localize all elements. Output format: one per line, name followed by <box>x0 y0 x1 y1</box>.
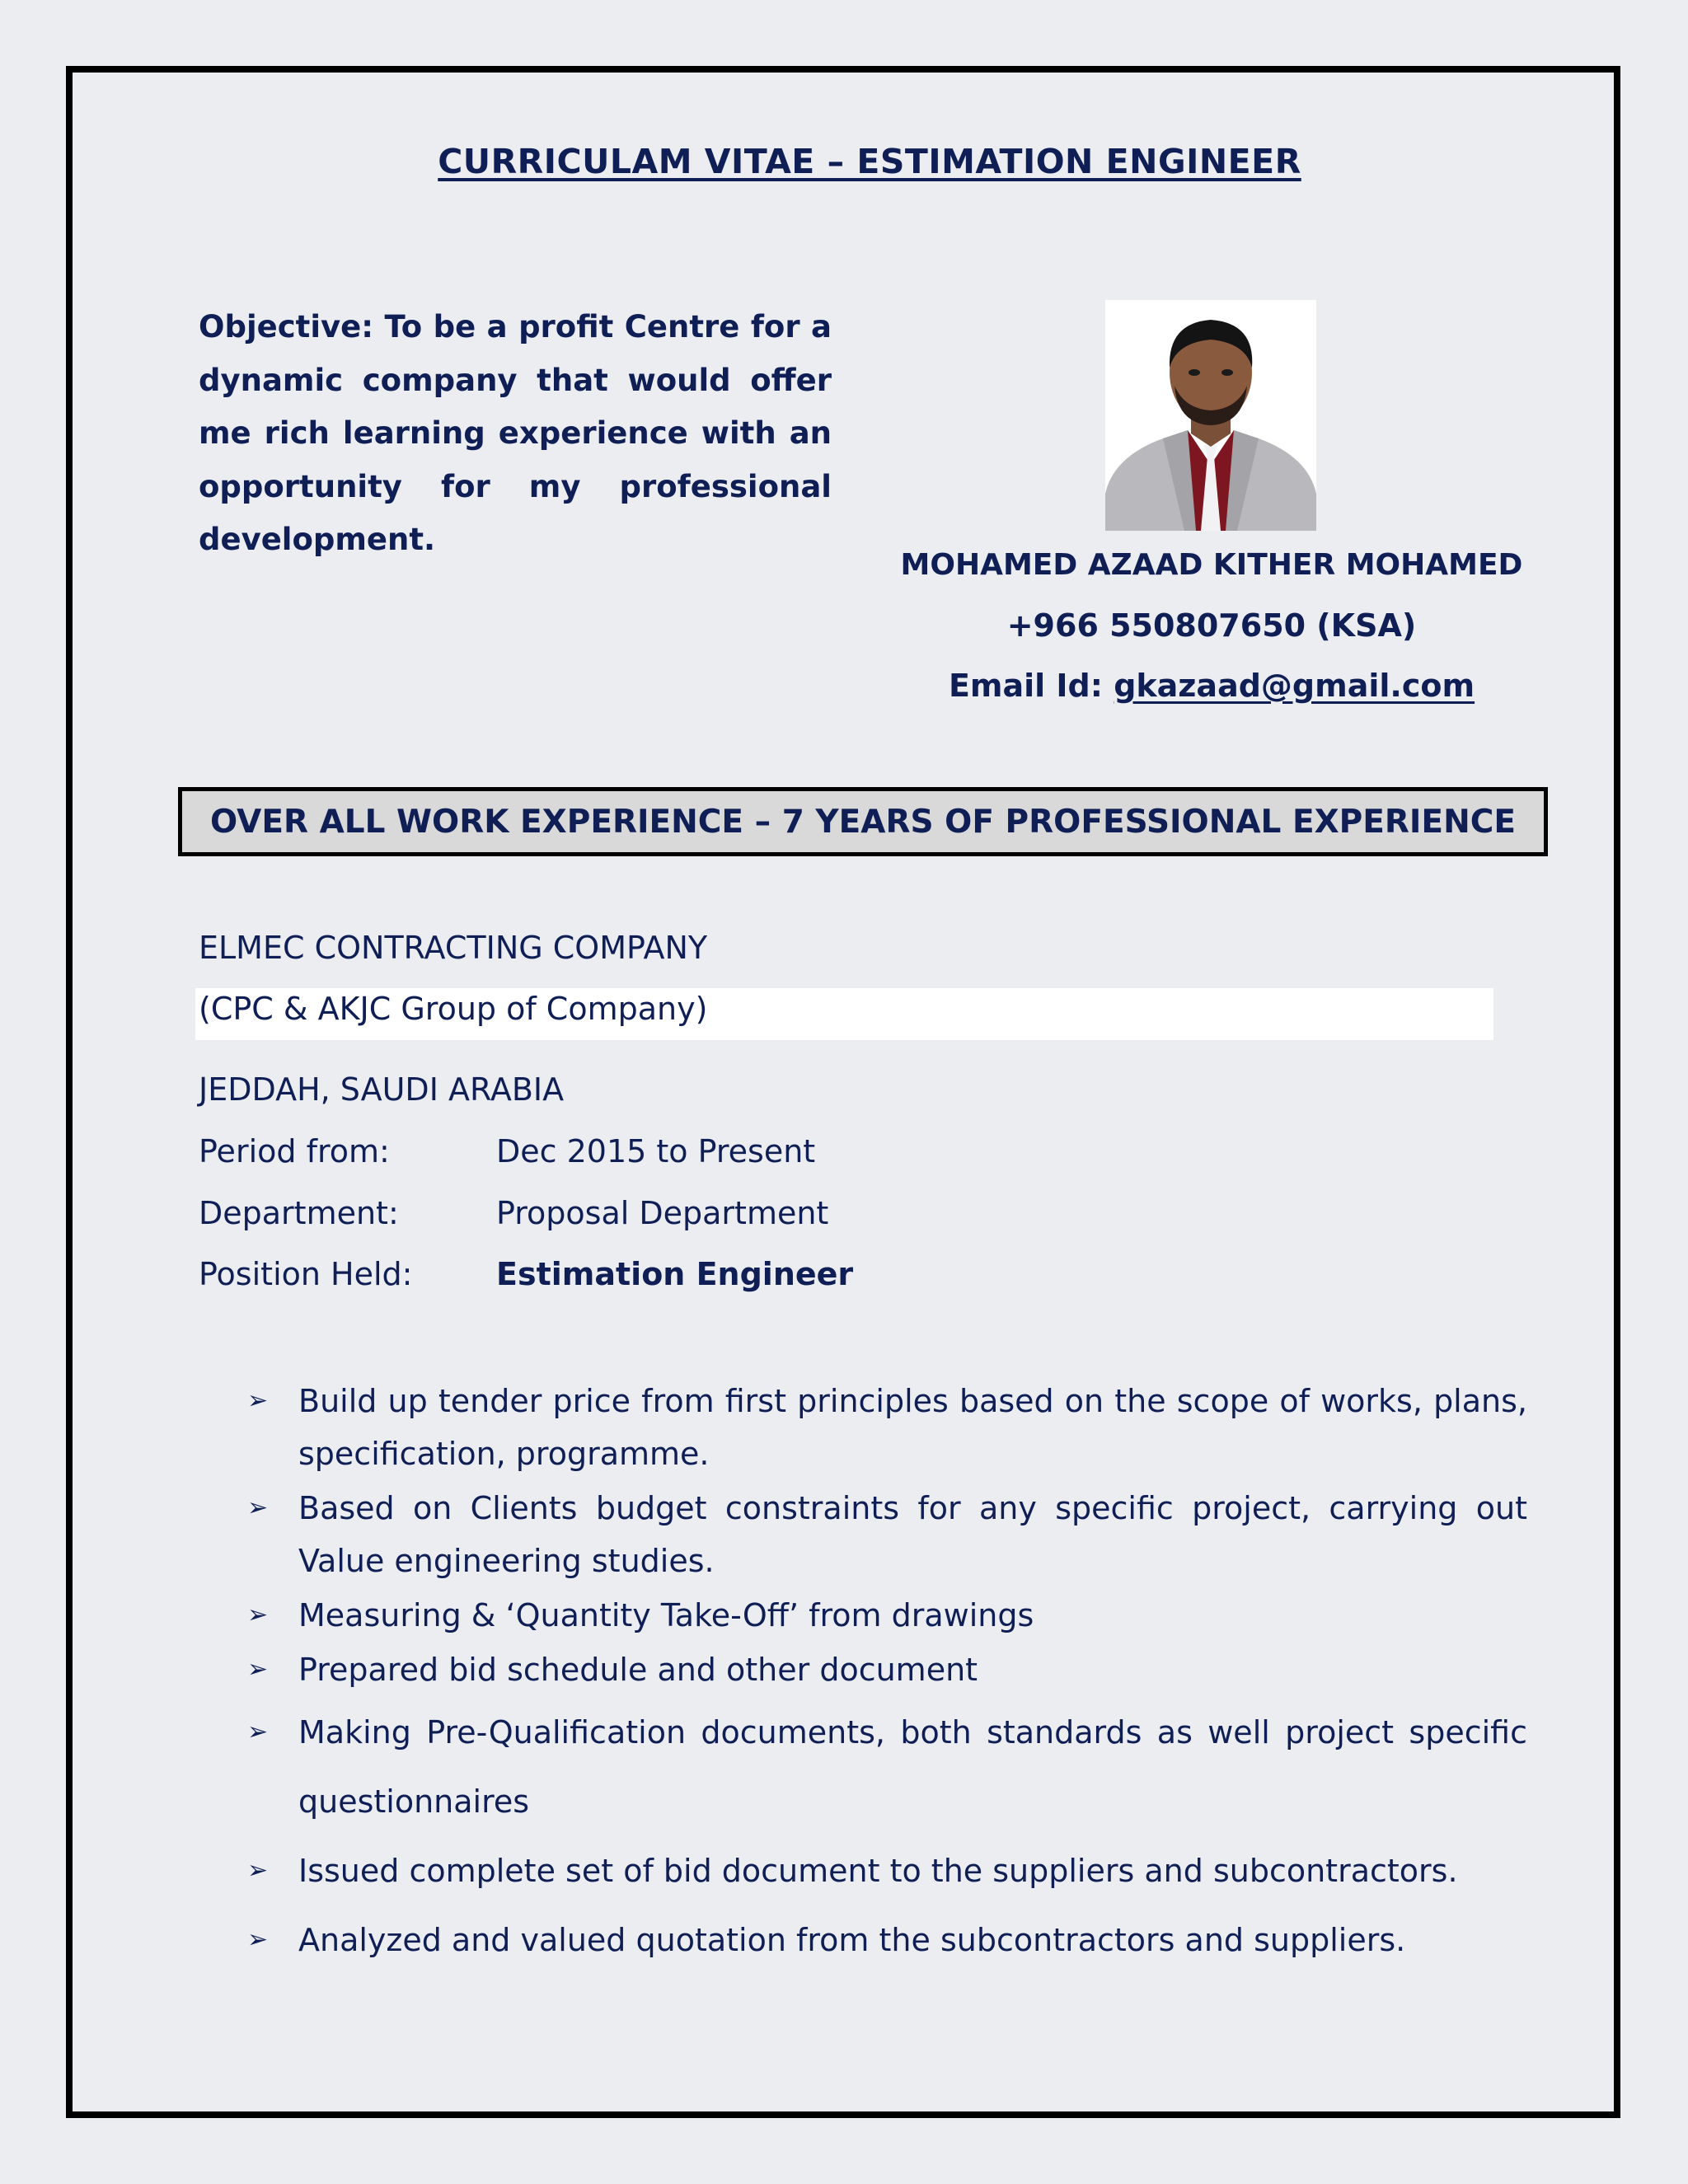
list-item-text: Measuring & ‘Quantity Take-Off’ from drawings <box>298 1597 1034 1633</box>
list-item-text: Making Pre-Qualification documents, both standards as well project specific questionnaires <box>298 1714 1527 1820</box>
list-item <box>247 1589 1527 1642</box>
list-item <box>247 1643 1527 1696</box>
responsibilities-list <box>247 1375 1527 1975</box>
arrow-bullet-icon: ➢ <box>247 1655 269 1684</box>
email-line <box>890 668 1533 704</box>
arrow-bullet-icon: ➢ <box>247 1856 269 1885</box>
list-item-text: Based on Clients budget constraints for any specific project, carrying out Value engineering studies. <box>298 1490 1527 1579</box>
position-label: Position Held: <box>199 1256 413 1292</box>
arrow-bullet-icon: ➢ <box>247 1925 269 1954</box>
list-item <box>247 1482 1527 1587</box>
profile-photo <box>1105 300 1316 531</box>
objective-paragraph: Objective: To be a profit Centre for a dynamic company that would offer me rich learning experience with an opportunity for my professional development. <box>199 309 832 557</box>
employer-name: ELMEC CONTRACTING COMPANY <box>199 930 708 966</box>
list-item <box>247 1375 1527 1480</box>
candidate-name: MOHAMED AZAAD KITHER MOHAMED <box>900 548 1523 582</box>
employer-location: JEDDAH, SAUDI ARABIA <box>199 1071 565 1108</box>
list-item-text: Issued complete set of bid document to the suppliers and subcontractors. <box>298 1853 1458 1889</box>
email-label: Email Id: <box>948 668 1114 704</box>
position-value: Estimation Engineer <box>496 1256 854 1292</box>
email-link[interactable]: gkazaad@gmail.com <box>1114 668 1475 704</box>
experience-banner-text: OVER ALL WORK EXPERIENCE – 7 YEARS OF PROFESSIONAL EXPERIENCE <box>210 803 1516 841</box>
list-item <box>247 1905 1527 1975</box>
experience-banner <box>178 787 1548 856</box>
period-label: Period from: <box>199 1133 390 1169</box>
arrow-bullet-icon: ➢ <box>247 1718 269 1746</box>
department-value: Proposal Department <box>496 1195 829 1231</box>
employer-group: (CPC & AKJC Group of Company) <box>199 991 708 1027</box>
list-item-text: Prepared bid schedule and other document <box>298 1652 978 1688</box>
phone-number: +966 550807650 (KSA) <box>1006 607 1417 644</box>
cv-title: CURRICULAM VITAE – ESTIMATION ENGINEER <box>438 142 1301 181</box>
list-item <box>247 1836 1527 1905</box>
arrow-bullet-icon: ➢ <box>247 1493 269 1522</box>
list-item-text: Analyzed and valued quotation from the subcontractors and suppliers. <box>298 1922 1406 1958</box>
list-item <box>247 1698 1527 1836</box>
list-item-text: Build up tender price from first principles based on the scope of works, plans, specification, programme. <box>298 1383 1527 1472</box>
arrow-bullet-icon: ➢ <box>247 1601 269 1629</box>
arrow-bullet-icon: ➢ <box>247 1386 269 1415</box>
department-label: Department: <box>199 1195 399 1231</box>
period-value: Dec 2015 to Present <box>496 1133 816 1169</box>
